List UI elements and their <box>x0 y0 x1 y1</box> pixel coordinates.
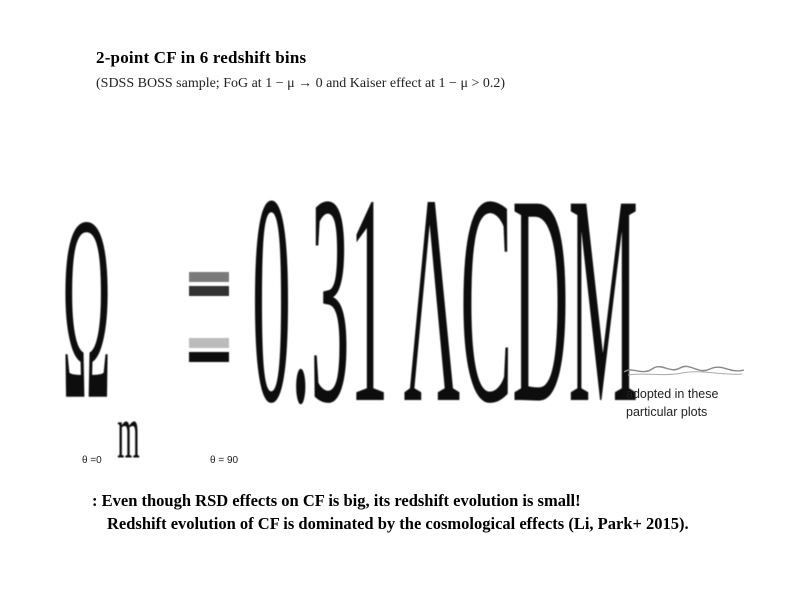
adopted-note: adopted in these particular plots <box>626 387 719 419</box>
theta-zero-label: θ =0 <box>82 455 102 466</box>
slide-subtitle: (SDSS BOSS sample; FoG at 1 − μ → 0 and Kaiser effect at 1 − μ > 0.2) <box>96 76 506 91</box>
handwritten-scribble <box>622 360 746 380</box>
conclusion-line-2: Redshift evolution of CF is dominated by the cosmological effects (Li, Park+ 2015). <box>107 514 689 533</box>
omega-symbol: Ω <box>62 162 112 455</box>
conclusion-line-1: : Even though RSD effects on CF is big, its redshift evolution is small! <box>92 491 581 510</box>
equals-sign <box>189 272 229 362</box>
theta-ninety-label: θ = 90 <box>210 455 239 466</box>
slide-title: 2-point CF in 6 redshift bins <box>96 48 307 67</box>
omega-m-equation <box>62 134 638 475</box>
omega-subscript: m <box>117 388 140 475</box>
equation-value: 0.31 ΛCDM <box>252 134 638 466</box>
